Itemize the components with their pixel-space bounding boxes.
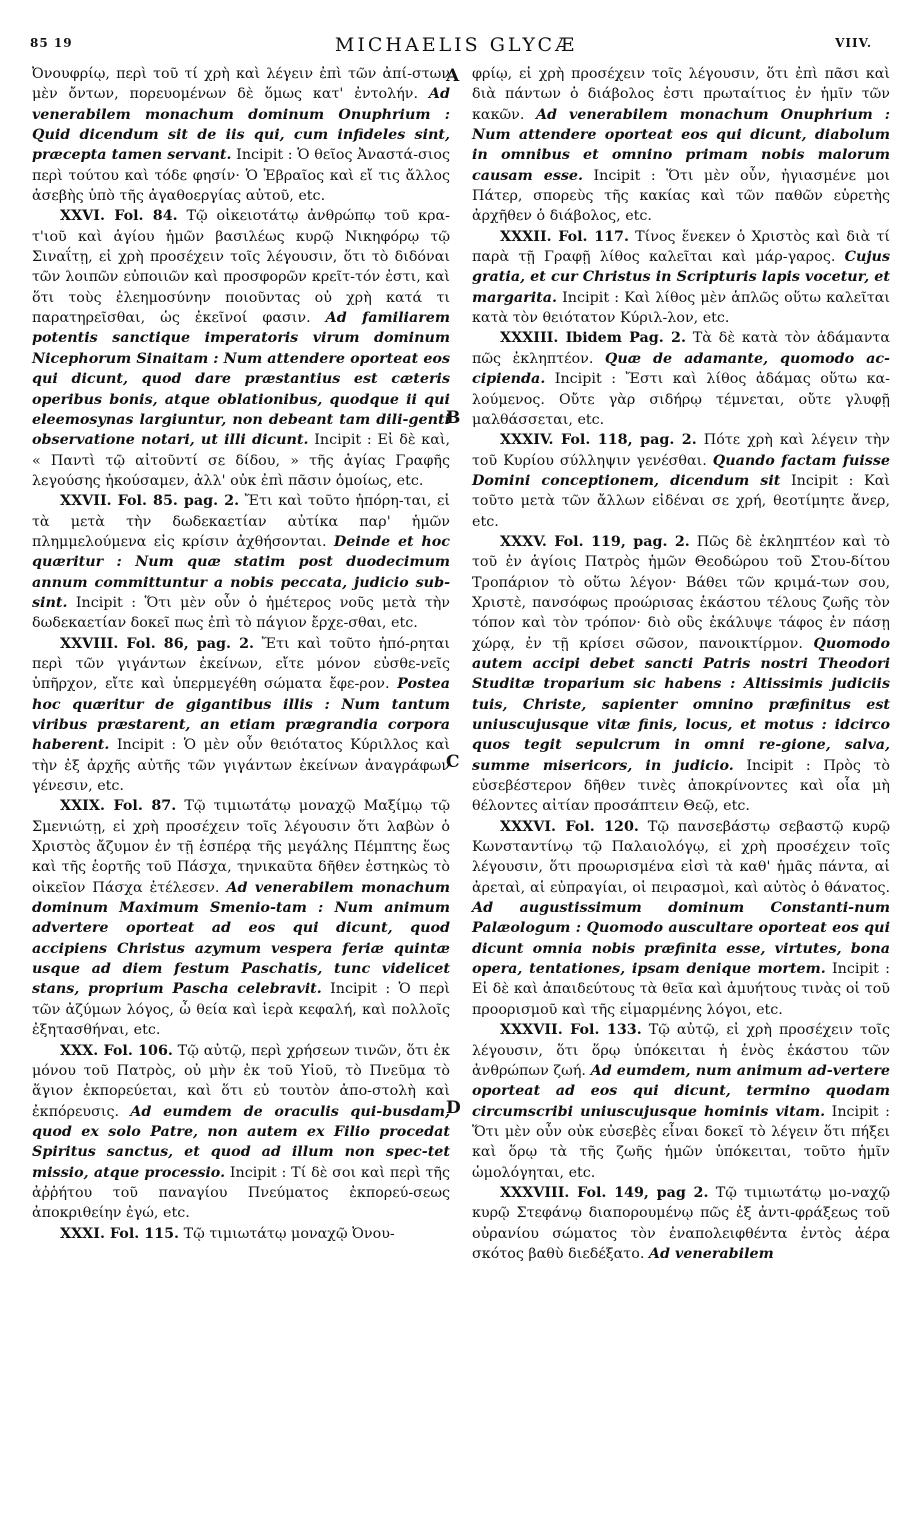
greek-text: Incipit : Ὅτι μὲν οὖν, ἠγιασμένε μοι Πάτερ, σπορεὺς τῆς κακίας καὶ τῶν παθῶν εὑρετὴς ἀρχῆθεν ὁ διάβολος, etc. (472, 167, 890, 225)
margin-marker-a: A (446, 66, 460, 86)
entry-reference: XXVI. Fol. 84. (60, 208, 178, 225)
right-column-entry (472, 227, 890, 329)
greek-text: Incipit : Ὅτι μὲν οὖν οὐκ εὐσεβὲς εἶναι δοκεῖ τὸ λέγειν ὅτι πήξει καὶ ὅρῳ τὰ τῆς ζωῆς ἡμῶν ὑπόκειται, τοῦτο ἡμῖν ὡμολόγηται, etc. (472, 1103, 890, 1181)
entry-reference: XXIX. Fol. 87. (60, 798, 177, 815)
greek-text: Τῷ τιμιωτάτῳ μοναχῷ Ὀνου- (179, 1225, 395, 1242)
greek-text: Τῷ τιμιωτάτῳ μο-ναχῷ κυρῷ Στεφάνῳ διαπορουμένῳ πῶς ἐξ ἀντι-φράξεως τοῦ οὐρανίου σώματος τὸν ἐναπολειφθέντα ἐντὸς ἀέρα σκότος βαθὺ διεδέξατο. (472, 1184, 890, 1262)
greek-text: Ἔτι καὶ τοῦτο ἠπόρη-ται, εἰ τὰ μετὰ τὴν δωδεκαετίαν αὐτίκα παρ' ἡμῶν πλημμελούμενα εἰς κρίσιν ἀχθήσονται. (32, 493, 451, 550)
latin-text: Ad eumdem, num animum ad-vertere oporteat ad eos qui dicunt, termino quodam circumscribi uniuscujusque hominis vitam. (472, 1062, 890, 1120)
greek-text: Incipit : Ὁ θεῖος Ἀναστά-σιος περὶ τούτου καὶ τόδε φησίν· Ὁ Ἑβραῖος καὶ εἴ τις ἄλλος ἀσεβὴς ὑπὸ τῆς ἀγαθοεργίας αὐτοῦ, etc. (32, 147, 450, 205)
greek-text: Ἔτι καὶ τοῦτο ἠπό-ρηται περὶ τῶν γιγάντων ἐκείνων, εἴτε μόνον εὐσθε-νεῖς ὑπῆρχον, εἴτε καὶ ὑπερμεγέθη σώματα ἔφε-ρον. (32, 635, 450, 693)
running-title: MICHAELIS GLYCÆ (334, 34, 578, 56)
left-column-entry (32, 64, 450, 206)
latin-text: Ad venerabilem (648, 1245, 774, 1262)
greek-text: Τὰ δὲ κατὰ τὸν ἀδάμαντα πῶς ἐκληπτέον. (472, 330, 890, 367)
latin-text: Ad augustissimum dominum Constanti-num Palæologum : Quomodo auscultare oporteat eos qui dicunt omnia nobis præfinita esse, virtutes, bona opera, tentationes, ipsam denique mortem. (472, 900, 890, 978)
entry-reference: XXXIII. Ibidem Pag. 2. (500, 330, 686, 347)
left-column-entry (32, 206, 450, 491)
greek-text: Incipit : Εἰ δὲ καὶ, « Παντὶ τῷ αἰτοῦντί σε δίδου, » τῆς ἁγίας Γραφῆς λεγούσης ἠκούσαμεν, ἀλλ' οὐκ ἐπὶ πᾶσιν ὁμοίως, etc. (32, 432, 451, 489)
greek-text: Τῷ οἰκειοτάτῳ ἀνθρώπῳ τοῦ κρα-τ'ιοῦ καὶ ἁγίου ἡμῶν βασιλέως κυρῷ Νικηφόρῳ τῷ Σιναΐτῃ, εἰ χρὴ προσέχειν τοῖς λέγουσιν, ὅτι τὸ διδόναι τῶν λοιπῶν εὐποιιῶν καὶ προσφορῶν κρεῖτ-τόν ἐστι, καὶ ὅτι τοὺς ἐλεημοσύνην ποιοῦντας οὐ χρὴ κατά τι παρατηρεῖσθαι, ὡς ἐκεῖνοί φασιν. (32, 208, 450, 327)
latin-text: Quomodo autem accipi debet sancti Patris nostri Theodori Studitæ troparium sic habens : Altissimis judiciis tuis, Christe, sapienter omnino præfinitus est uniuscujusque vitæ finis, locus, et motus : idcirco quos tegit sepulcrum in omni re-gione, salva, summe misericors, in judicio. (472, 635, 890, 774)
right-column-entry (472, 817, 890, 1020)
right-column-entry (472, 328, 890, 430)
page-number-left: 85 19 (30, 36, 73, 50)
latin-text: Quæ de adamante, quomodo ac-cipienda. (472, 350, 890, 388)
latin-text: Cujus gratia, et cur Christus in Scripturis lapis vocetur, et margarita. (472, 249, 890, 306)
entry-reference: XXVII. Fol. 85. pag. 2. (60, 493, 240, 510)
left-column-entry (32, 634, 450, 797)
greek-text: Incipit : Καὶ λίθος μὲν ἁπλῶς οὕτω καλεῖται κατὰ τὸν θειότατον Κύριλ-λον, etc. (472, 289, 890, 327)
greek-text: Incipit : Ὁ περὶ τῶν ἀζύμων λόγος, ὦ θεία καὶ ἱερὰ κεφαλή, καὶ πολλοῖς ἐξητασθήναι, etc. (32, 981, 450, 1039)
latin-text: Ad venerabilem monachum dominum Onuphrium : Quid dicendum sit de iis qui, cum infideles sint, præcepta tamen servant. (32, 86, 450, 164)
greek-text: Incipit : Καὶ τοῦτο μετὰ τῶν ἄλλων εἰδέναι σε χρή, θεοτίμητε ἄνερ, etc. (472, 472, 890, 530)
latin-text: Postea hoc quæritur de gigantibus illis : Num tantum viribus præstarent, an etiam prægrandia corpora haberent. (32, 676, 450, 754)
latin-text: Deinde et hoc quæritur : Num quæ statim post duodecimum annum committuntur a nobis peccata, judicio sub-sint. (32, 533, 450, 611)
latin-text: Ad venerabilem monachum dominum Maximum Smenio-tam : Num animum advertere oporteat ad eos qui dicunt, quod accipiens Christus azymum vespera feriæ quintæ usque ad diem festum Paschatis, tunc videlicet stans, proprium Pascha celebravit. (32, 879, 450, 998)
entry-reference: XXX. Fol. 106. (60, 1042, 173, 1059)
right-column-entry (472, 430, 890, 532)
greek-text: Incipit : Ὁ μὲν οὖν θειότατος Κύριλλος καὶ τὴν ἐξ ἀρχῆς αὐτῆς τῶν γιγάντων ἐκείνων ἀναγράφων γένεσιν, etc. (32, 737, 450, 795)
greek-text: Incipit : Ὅτι μὲν οὖν ὁ ἡμέτερος νοῦς μετὰ τὴν δωδεκαετίαν δοκεῖ πως ἐπὶ τὸ πάγιον ἔρχε-σθαι, etc. (32, 594, 450, 632)
margin-marker-c: C (446, 752, 460, 772)
entry-reference: XXXV. Fol. 119, pag. 2. (500, 533, 690, 550)
left-column-entry (32, 796, 450, 1040)
latin-text: Ad eumdem de oraculis qui-busdam, quod ex solo Patre, non autem ex Filio procedat Spiritus sanctus, et quod ad illum non spec-tet missio, atque processio. (32, 1103, 450, 1181)
greek-text: Τῷ πανσεβάστῳ σεβαστῷ κυρῷ Κωνσταντίνῳ τῷ Παλαιολόγῳ, εἰ χρὴ προσέχειν τοῖς λέγουσιν, ὅτι προωρισμένα εἰσὶ τὰ καθ' ἡμᾶς πάντα, αἱ ἀρεταὶ, αἱ εὐπραγίαι, οἱ πειρασμοὶ, καὶ αὐτὸς ὁ θάνατος. (472, 818, 890, 896)
greek-text: Τῷ αὐτῷ, εἰ χρὴ προσέχειν τοῖς λέγουσιν, ὅτι ὅρῳ ὑπόκειται ἡ ἑνὸς ἑκάστου τῶν ἀνθρώπων ζωή. (472, 1022, 891, 1079)
entry-reference: XXXI. Fol. 115. (60, 1225, 180, 1242)
greek-text: Incipit : Ἔστι καὶ λίθος ἀδάμας οὕτω κα-λούμενος. Οὔτε γὰρ σιδήρῳ τέμνεται, οὔτε γλυφῇ μαλθάσσεται, etc. (472, 371, 890, 428)
left-column (32, 64, 450, 1244)
right-column (472, 64, 890, 1264)
latin-text: Quando factam fuisse Domini conceptionem, dicendum sit (472, 452, 891, 489)
entry-reference: XXXVIII. Fol. 149, pag 2. (500, 1184, 709, 1201)
greek-text: Πότε χρὴ καὶ λέγειν τὴν τοῦ Κυρίου σύλληψιν γενέσθαι. (472, 432, 891, 469)
margin-marker-d: D (446, 1098, 461, 1118)
greek-text: Τίνος ἕνεκεν ὁ Χριστὸς καὶ διὰ τί παρὰ τῇ Γραφῇ λίθος καλεῖται καὶ μάρ-γαρος. (472, 228, 890, 266)
right-column-entry (472, 1183, 890, 1264)
right-column-entry (472, 1020, 890, 1183)
margin-marker-b: B (446, 408, 461, 428)
greek-text: Πῶς δὲ ἐκληπτέον καὶ τὸ τοῦ ἐν ἁγίοις Πατρὸς ἡμῶν Θεοδώρου τοῦ Στου-δίτου Τροπάριον τὸ οὕτω λέγον· Βάθει τῶν κριμά-των σου, Χριστὲ, πανσόφως προώρισας ἑκάστου τέλους ζωῆς τὸν τόπον καὶ τὸν τρόπον· διὸ οὓς ἐκάλυψε τάφος ἐν πάσῃ χώρᾳ, ἐν τῇ κρίσει σῶσον, πανοικτίρμον. (472, 533, 890, 652)
greek-text: Τῷ αὐτῷ, περὶ χρήσεων τινῶν, ὅτι ἐκ μόνου τοῦ Πατρὸς, οὐ μὴν ἐκ τοῦ Υἱοῦ, τὸ Πνεῦμα τὸ ἅγιον ἐκπορεύεται, καὶ ὅτι εὐ τουτὸν ἀπο-στολὴ καὶ ἐκπόρευσις. (32, 1042, 450, 1120)
entry-reference: XXVIII. Fol. 86, pag. 2. (60, 635, 254, 652)
right-column-entry (472, 64, 890, 227)
greek-text: Ὀνουφρίῳ, περὶ τοῦ τί χρὴ καὶ λέγειν ἐπὶ τῶν ἀπί-στων μὲν ὄντων, πορευομένων δὲ ὅμως κατ' ἐντολήν. (32, 66, 450, 103)
greek-text: Incipit : Τί δὲ σοι καὶ περὶ τῆς ἀῤῥήτου τοῦ παναγίου Πνεύματος ἐκπορεύ-σεως ἀποκριθείην ἐγώ, etc. (32, 1164, 450, 1222)
entry-reference: XXXVI. Fol. 120. (500, 818, 639, 835)
latin-text: Ad familiarem potentis sanctique imperatoris virum dominum Nicephorum Sinaitam : Num attendere oporteat eos qui dicunt, quod dare præstantius est cæteris operibus bonis, atque oblationibus, quodque ii qui eleemosynas largiuntur, non debeant tam dili-genti observatione notari, ut illi dicunt. (32, 310, 450, 449)
page-header (0, 34, 912, 58)
left-column-entry (32, 491, 450, 633)
greek-text: φρίῳ, εἰ χρὴ προσέχειν τοῖς λέγουσιν, ὅτι ἐπὶ πᾶσι καὶ διὰ πάντων ὁ διάβολος ἐστι πρωταίτιος ἐν ἡμῖν τῶν κακῶν. (472, 66, 890, 123)
left-column-entry (32, 1224, 450, 1244)
entry-reference: XXXII. Fol. 117. (500, 228, 629, 245)
greek-text: Incipit : Εἰ δὲ καὶ ἀπαιδεύτους τὰ θεῖα καὶ ἀμυήτους τινὰς οἱ τοῦ προορισμοῦ καὶ τῆς εἱμαρμένης λόγοι, etc. (472, 961, 890, 1018)
greek-text: Incipit : Πρὸς τὸ εὐσεβέστερον δῆθεν τινὲς ἀποκρίνοντες καὶ οἷα μὴ θέλοντες αἰτίαν προσάπτειν Θεῷ, etc. (472, 757, 890, 815)
entry-reference: XXXIV. Fol. 118, pag. 2. (500, 432, 697, 449)
latin-text: Ad venerabilem monachum Onuphrium : Num attendere oporteat eos qui dicunt, diabolum in omnibus et omnino primam nobis malorum causam esse. (472, 106, 890, 184)
entry-reference: XXXVII. Fol. 133. (500, 1022, 642, 1039)
page-number-right: VIIV. (835, 36, 872, 50)
greek-text: Τῷ τιμιωτάτῳ μοναχῷ Μαξίμῳ τῷ Σμενιώτῃ, εἰ χρὴ προσέχειν τοῖς λέγουσιν ὅτι λαβὼν ὁ Χριστὸς ἄζυμον ἐν τῇ ἑσπέρᾳ τῆς μεγάλης Πέμπτης ἕως καὶ τῆς ἑορτῆς τοῦ Πάσχα, τηνικαῦτα δῆθεν ἑστηκὼς τὸ οἰκεῖον Πάσχα ἐτέλεσεν. (32, 798, 450, 896)
left-column-entry (32, 1041, 450, 1224)
right-column-entry (472, 532, 890, 817)
